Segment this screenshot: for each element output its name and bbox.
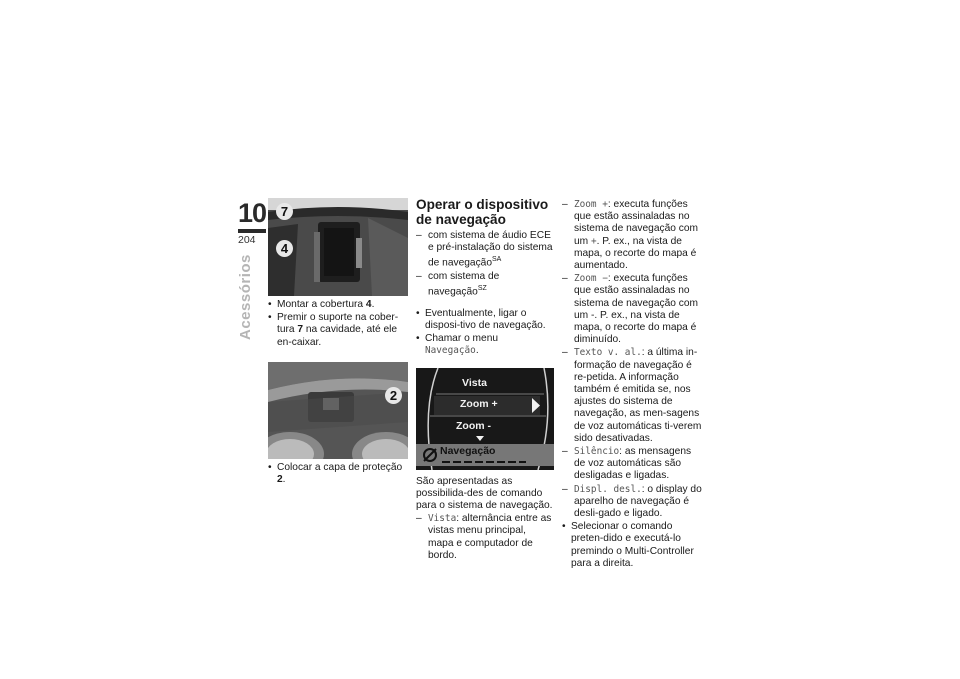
section-title: Acessórios (237, 254, 254, 340)
condition-audio-ece: – com sistema de áudio ECE e pré-instalação do sistema de navegação$^{SA}$ (416, 230, 554, 270)
photo-mount-cover (268, 198, 408, 296)
left-column (268, 198, 408, 486)
step-call-menu: • Chamar o menu Navegação. (416, 333, 554, 357)
menu-item-zoom-plus: Zoom + (460, 397, 498, 410)
step-turn-on: • Eventualmente, ligar o disposi-tivo de navegação. (416, 308, 554, 332)
option-zoom-plus: – Zoom +: executa funções que estão assinaladas no sistema de navegação com um +. P. ex., na vista de mapa, o recorte do mapa é aumentado. (562, 199, 704, 272)
menu-item-zoom-minus: Zoom - (456, 419, 491, 432)
photo-protective-cap (268, 362, 408, 459)
chapter-marker (238, 200, 268, 246)
middle-column (416, 198, 554, 562)
menu-title-navegacao: Navegação (440, 444, 496, 457)
chapter-number: 10 (238, 198, 267, 228)
navigation-menu-screen (416, 368, 554, 470)
condition-nav-system: – com sistema de navegação$^{SZ}$ (416, 271, 554, 299)
callout-7: 7 (276, 203, 293, 220)
option-repeat-text: – Texto v. al.: a última in-formação de navegação é re-petida. A informação também é emitida se, nos ajustes do sistema de navegação, as men-sagens de voz automáticas ti-verem sido desativadas. (562, 347, 704, 445)
step-protective-cap: • Colocar a capa de proteção 2. (268, 462, 408, 486)
cap-photo-illustration (268, 362, 408, 459)
section-heading: Operar o dispositivo de navegação (416, 197, 549, 227)
step-press-holder: • Premir o suporte na cober-tura 7 na cavidade, até ele en-caixar. (268, 312, 408, 349)
right-column (562, 198, 704, 570)
option-silence: – Silêncio: as mensagens de voz automáticas são desligadas e ligadas. (562, 446, 704, 483)
step-mount-cover: • Montar a cobertura 4. (268, 299, 408, 311)
options-intro: São apresentadas as possibilida-des de comando para o sistema de navegação. (416, 475, 553, 512)
callout-4: 4 (276, 240, 293, 257)
option-display-off: – Displ. desl.: o display do aparelho de navegação é desli-gado e ligado. (562, 484, 704, 521)
chapter-divider (238, 229, 266, 233)
callout-2: 2 (385, 387, 402, 404)
page-number: 204 (238, 234, 256, 246)
option-vista: – Vista: alternância entre as vistas menu principal, mapa e computador de bordo. (416, 513, 554, 562)
option-zoom-minus: – Zoom −: executa funções que estão assinaladas no sistema de navegação com um -. P. ex., na vista de mapa, o recorte do mapa é diminuído. (562, 273, 704, 346)
step-select-command: • Selecionar o comando preten-dido e executá-lo premindo o Multi-Controller para a direita. (562, 521, 704, 570)
menu-item-vista: Vista (462, 376, 487, 389)
